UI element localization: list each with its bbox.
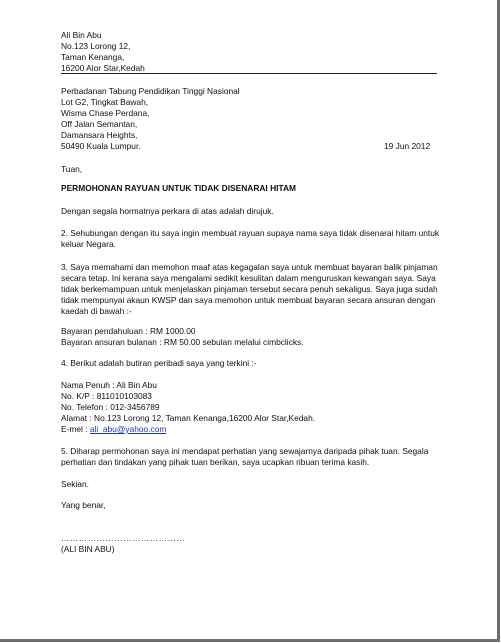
sender-name: Ali Bin Abu [61,30,102,40]
closing-yang-benar: Yang benar, [61,500,106,510]
paragraph-5-line-2: perhatian dan tindakan yang pihak tuan berikan, saya ucapkan ribuan terima kasih. [61,457,370,467]
paragraph-3-line-4: tidak mempunyai akaun KWSP dan saya memohon untuk membuat bayaran secara ansuran dengan [61,295,436,305]
sender-address-line-3: 16200 Alor Star,Kedah [61,63,145,73]
signature-name: (ALI BIN ABU) [61,544,115,554]
signature-line: …………………………………… [61,533,186,543]
recipient-line-1: Perbadanan Tabung Pendidikan Tinggi Nasional [61,86,240,96]
sender-address-line-1: No.123 Lorong 12, [61,41,131,51]
paragraph-5-line-1: 5. Diharap permohonan saya ini mendapat perhatian yang sewajarnya daripada pihak tuan. Segala [61,446,429,456]
down-payment: Bayaran pendahuluan : RM 1000.00 [61,326,196,336]
personal-name: Nama Penuh : Ali Bin Abu [61,380,157,390]
personal-phone: No. Telefon : 012-3456789 [61,402,160,412]
paragraph-3-line-2: secara tetap. Ini kerana saya mengalami sedikit kesulitan dalam menguruskan kewangan saya. Saya [61,273,436,283]
email-link[interactable]: ali_abu@yahoo.com [89,424,167,434]
letter-date: 19 Jun 2012 [384,141,431,151]
closing-sekian: Sekian. [61,479,89,489]
paragraph-3-line-1: 3. Saya memahami dan memohon maaf atas kegagalan saya untuk membuat bayaran balik pinjaman [61,262,438,272]
personal-ic-number: No. K/P : 811010103083 [61,391,152,401]
recipient-line-2: Lot G2, Tingkat Bawah, [61,97,149,107]
monthly-payment: Bayaran ansuran bulanan : RM 50.00 sebulan melalui cimbclicks. [61,337,304,347]
paragraph-3-line-3: tidak berkemampuan untuk menjelaskan pinjaman tersebut secara penuh sekaligus. Saya juga sudah [61,284,438,294]
paragraph-4: 4. Berikut adalah butiran peribadi saya yang terkini :- [61,358,257,368]
personal-email [61,424,166,435]
header-divider [61,73,437,74]
recipient-line-4: Off Jalan Semantan, [61,119,138,129]
letter-subject: PERMOHONAN RAYUAN UNTUK TIDAK DISENARAI HITAM [61,183,296,193]
salutation: Tuan, [61,164,83,174]
email-label: E-mel : [61,424,90,434]
recipient-line-3: Wisma Chase Perdana, [61,108,150,118]
sender-address-line-2: Taman Kenanga, [61,52,125,62]
opening-line: Dengan segala hormatnya perkara di atas adalah dirujuk. [61,206,274,216]
paragraph-2-line-2: keluar Negara. [61,239,116,249]
paragraph-2-line-1: 2. Sehubungan dengan itu saya ingin membuat rayuan supaya nama saya tidak disenarai hitam untuk [61,228,440,238]
paragraph-3-line-5: kaedah di bawah :- [61,306,132,316]
recipient-line-6: 50490 Kuala Lumpur. [61,141,141,151]
recipient-line-5: Damansara Heights, [61,130,138,140]
personal-address: Alamat : No.123 Lorong 12, Taman Kenanga,16200 Alor Star,Kedah. [61,413,316,423]
